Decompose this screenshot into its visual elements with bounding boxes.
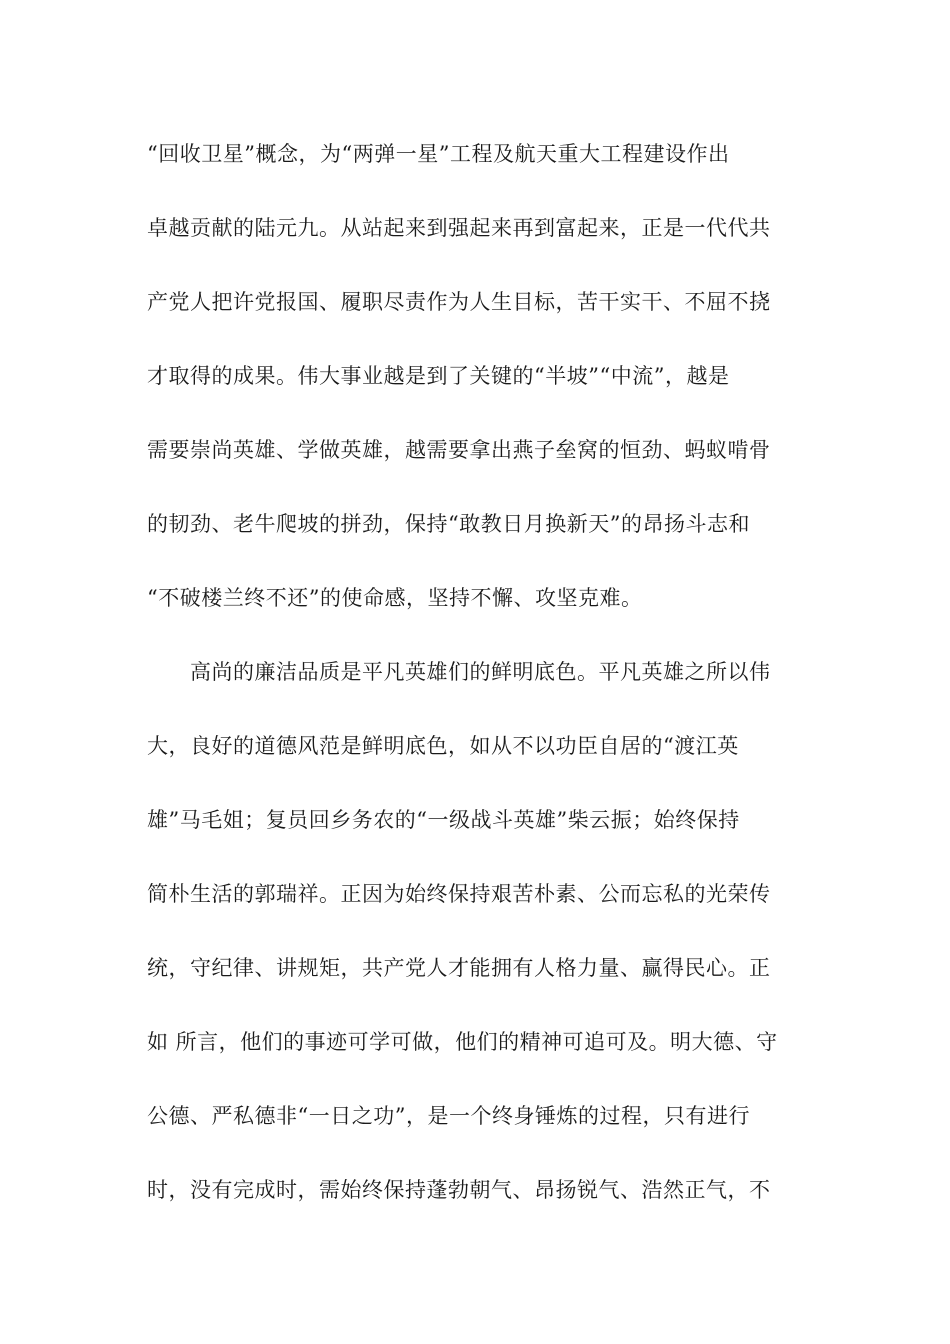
- text-line-15: 时，没有完成时，需始终保持蓬勃朝气、昂扬锐气、浩然正气，不: [147, 1178, 771, 1202]
- text-line-2: 卓越贡献的陆元九。从站起来到强起来再到富起来，正是一代代共: [147, 216, 771, 240]
- text-line-8: 高尚的廉洁品质是平凡英雄们的鲜明底色。平凡英雄之所以伟: [190, 660, 771, 684]
- text-line-5: 需要崇尚英雄、学做英雄，越需要拿出燕子垒窝的恒劲、蚂蚁啃骨: [147, 438, 771, 462]
- text-line-4: 才取得的成果。伟大事业越是到了关键的“半坡”“中流”，越是: [147, 364, 730, 388]
- text-line-13: 如 所言，他们的事迹可学可做，他们的精神可追可及。明大德、守: [147, 1030, 778, 1054]
- text-line-6: 的韧劲、老牛爬坡的拼劲，保持“敢教日月换新天”的昂扬斗志和: [147, 512, 750, 536]
- text-line-3: 产党人把许党报国、履职尽责作为人生目标，苦干实干、不屈不挠: [147, 290, 771, 314]
- text-line-7: “不破楼兰终不还”的使命感，坚持不懈、攻坚克难。: [147, 586, 643, 610]
- text-line-1: “回收卫星”概念，为“两弹一星”工程及航天重大工程建设作出: [147, 142, 730, 166]
- text-line-14: 公德、严私德非“一日之功”，是一个终身锤炼的过程，只有进行: [147, 1104, 750, 1128]
- text-line-12: 统，守纪律、讲规矩，共产党人才能拥有人格力量、赢得民心。正: [147, 956, 771, 980]
- text-line-11: 简朴生活的郭瑞祥。正因为始终保持艰苦朴素、公而忘私的光荣传: [147, 882, 771, 906]
- text-line-10: 雄”马毛姐；复员回乡务农的“一级战斗英雄”柴云振；始终保持: [147, 808, 740, 832]
- text-line-9: 大，良好的道德风范是鲜明底色，如从不以功臣自居的“渡江英: [147, 734, 739, 758]
